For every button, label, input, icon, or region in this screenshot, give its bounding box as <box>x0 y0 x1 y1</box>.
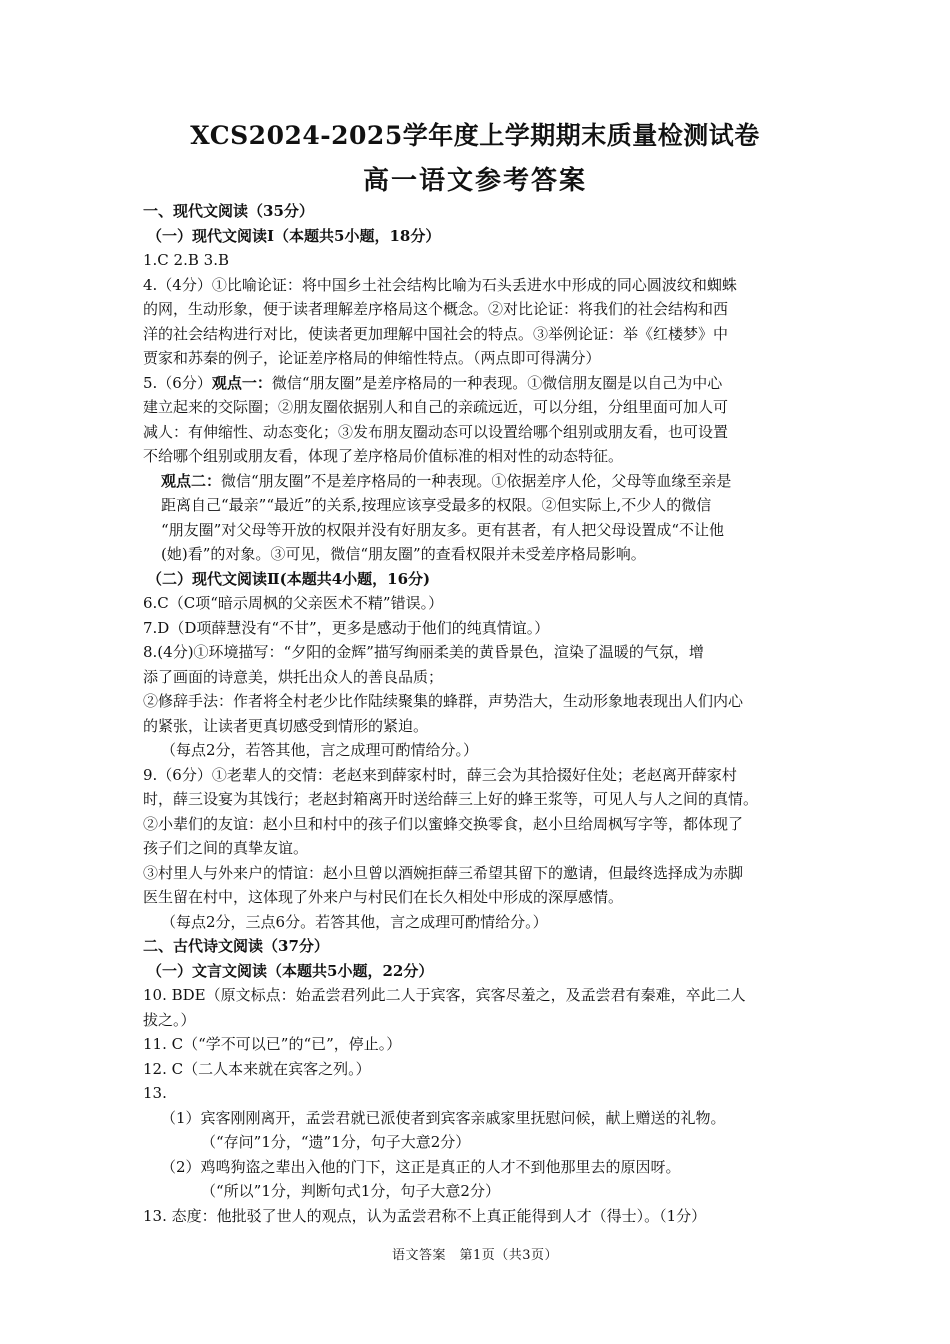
answer-q13-attitude: 13. 态度：他批驳了世人的观点，认为孟尝君称不上真正能得到人才（得士）。（1分） <box>143 1206 707 1225</box>
answer-line: 9.（6分）①老辈人的交情：老赵来到薛家村时，薛三会为其拾掇好住处；老赵离开薛家村 <box>143 765 737 784</box>
answer-q11: 11. C（“学不可以已”的“已”，停止。） <box>143 1035 402 1053</box>
section-heading-classical-reading: 二、古代诗文阅读（37分） <box>143 937 329 955</box>
answer-line <box>143 371 808 396</box>
answer-q13-1: （1）宾客刚刚离开，孟尝君就已派使者到宾客亲戚家里抚慰问候，献上赠送的礼物。 <box>161 1108 726 1127</box>
exam-title: XCS2024-2025学年度上学期期末质量检测试卷 <box>190 121 760 150</box>
answer-q8 <box>143 640 808 763</box>
question-number: 5.（6分） <box>143 373 212 392</box>
answer-line: ②修辞手法：作者将全村老少比作陆续聚集的蜂群，声势浩大，生动形象地表现出人们内心 <box>143 692 744 710</box>
answer-line: 不给哪个组别或朋友看，体现了差序格局价值标准的相对性的动态特征。 <box>143 447 624 465</box>
answer-q6: 6.C（C项“暗示周枫的父亲医术不精”错误。） <box>143 594 444 612</box>
answer-q13-2: （2）鸡鸣狗盗之辈出入他的门下，这正是真正的人才不到他那里去的原因呀。 <box>161 1157 681 1176</box>
subsection-heading-modern-reading-1: （一）现代文阅读Ⅰ（本题共5小题，18分） <box>147 226 441 245</box>
answer-line: 的紧张，让读者更真切感受到情形的紧迫。 <box>143 716 429 735</box>
section-heading-modern-reading: 一、现代文阅读（35分） <box>143 202 314 220</box>
answer-q12: 12. C（二人本来就在宾客之列。） <box>143 1059 371 1078</box>
answer-line: 拔之。） <box>143 1010 196 1029</box>
answer-line: ③村里人与外来户的情谊：赵小旦曾以酒婉拒薛三希望其留下的邀请，但最终选择成为赤脚 <box>143 863 744 882</box>
answer-line: 孩子们之间的真挚友谊。 <box>143 839 309 857</box>
answer-q13-number: 13. <box>143 1084 167 1102</box>
scoring-note: （“所以”1分，判断句式1分，句子大意2分） <box>201 1182 500 1200</box>
scoring-note: （每点2分，若答其他，言之成理可酌情给分。） <box>161 741 479 759</box>
subsection-heading-classical-prose: （一）文言文阅读（本题共5小题，22分） <box>147 961 434 980</box>
answer-q10 <box>143 983 808 1032</box>
answer-title: 高一语文参考答案 <box>362 166 587 196</box>
answer-line: 添了画面的诗意美，烘托出众人的善良品质； <box>143 667 444 686</box>
answer-q1-3: 1.C 2.B 3.B <box>143 251 229 269</box>
subsection-heading-modern-reading-2: （二）现代文阅读Ⅱ(本题共4小题，16分) <box>147 569 431 588</box>
answer-line <box>161 469 808 494</box>
viewpoint-1-text: 微信“朋友圈”是差序格局的一种表现。①微信朋友圈是以自己为中心 <box>271 373 723 392</box>
answer-line: 4.（4分）①比喻论证：将中国乡土社会结构比喻为石头丢进水中形成的同心圆波纹和蜘蛛 <box>143 275 737 294</box>
answer-line: 距离自己“最亲”“最近”的关系,按理应该享受最多的权限。②但实际上,不少人的微信 <box>161 496 712 514</box>
scoring-note: （每点2分，三点6分。若答其他，言之成理可酌情给分。） <box>161 912 548 931</box>
answer-line: 的网，生动形象，便于读者理解差序格局这个概念。②对比论证：将我们的社会结构和西 <box>143 300 729 318</box>
answer-line: 建立起来的交际圈；②朋友圈依据别人和自己的亲疏远近，可以分组，分组里面可加人可 <box>143 398 729 416</box>
answer-line: 时，薛三设宴为其饯行；老赵封箱离开时送给薛三上好的蜂王浆等，可见人与人之间的真情。 <box>143 790 759 808</box>
answer-line: (她)看”的对象。③可见，微信“朋友圈”的查看权限并未受差序格局影响。 <box>161 545 646 563</box>
answer-line: 洋的社会结构进行对比，使读者更加理解中国社会的特点。③举例论证：举《红楼梦》中 <box>143 324 729 343</box>
viewpoint-2-label: 观点二： <box>161 471 222 490</box>
answer-q4 <box>143 273 808 371</box>
answer-line: 医生留在村中，这体现了外来户与村民们在长久相处中形成的深厚感情。 <box>143 888 624 906</box>
answer-q7: 7.D（D项薛慧没有“不甘”，更多是感动于他们的纯真情谊。） <box>143 618 550 637</box>
answer-q5-viewpoint-2 <box>143 469 808 567</box>
viewpoint-1-label: 观点一： <box>211 373 272 392</box>
answer-content <box>143 199 808 1228</box>
answer-line: 减人：有伸缩性、动态变化；③发布朋友圈动态可以设置给哪个组别或朋友看，也可设置 <box>143 422 729 441</box>
answer-line: ②小辈们的友谊：赵小旦和村中的孩子们以蜜蜂交换零食，赵小旦给周枫写字等，都体现了 <box>143 814 744 833</box>
answer-line: “朋友圈”对父母等开放的权限并没有好朋友多。更有甚者，有人把父母设置成“不让他 <box>161 520 725 539</box>
page-footer: 语文答案 第1页（共3页） <box>391 1248 559 1263</box>
answer-line: 10. BDE（原文标点：始孟尝君列此二人于宾客，宾客尽羞之，及孟尝君有秦难，卒此二人 <box>143 986 746 1004</box>
answer-q5 <box>143 371 808 469</box>
answer-line: 8.(4分)①环境描写：“夕阳的金辉”描写绚丽柔美的黄昏景色，渲染了温暖的气氛，增 <box>143 643 704 661</box>
answer-line: 贾家和苏秦的例子，论证差序格局的伸缩性特点。（两点即可得满分） <box>143 349 601 367</box>
answer-q9 <box>143 763 808 935</box>
viewpoint-2-text: 微信“朋友圈”不是差序格局的一种表现。①依据差序人伦，父母等血缘至亲是 <box>221 471 732 490</box>
scoring-note: （“存问”1分，“遗”1分，句子大意2分） <box>201 1133 471 1151</box>
